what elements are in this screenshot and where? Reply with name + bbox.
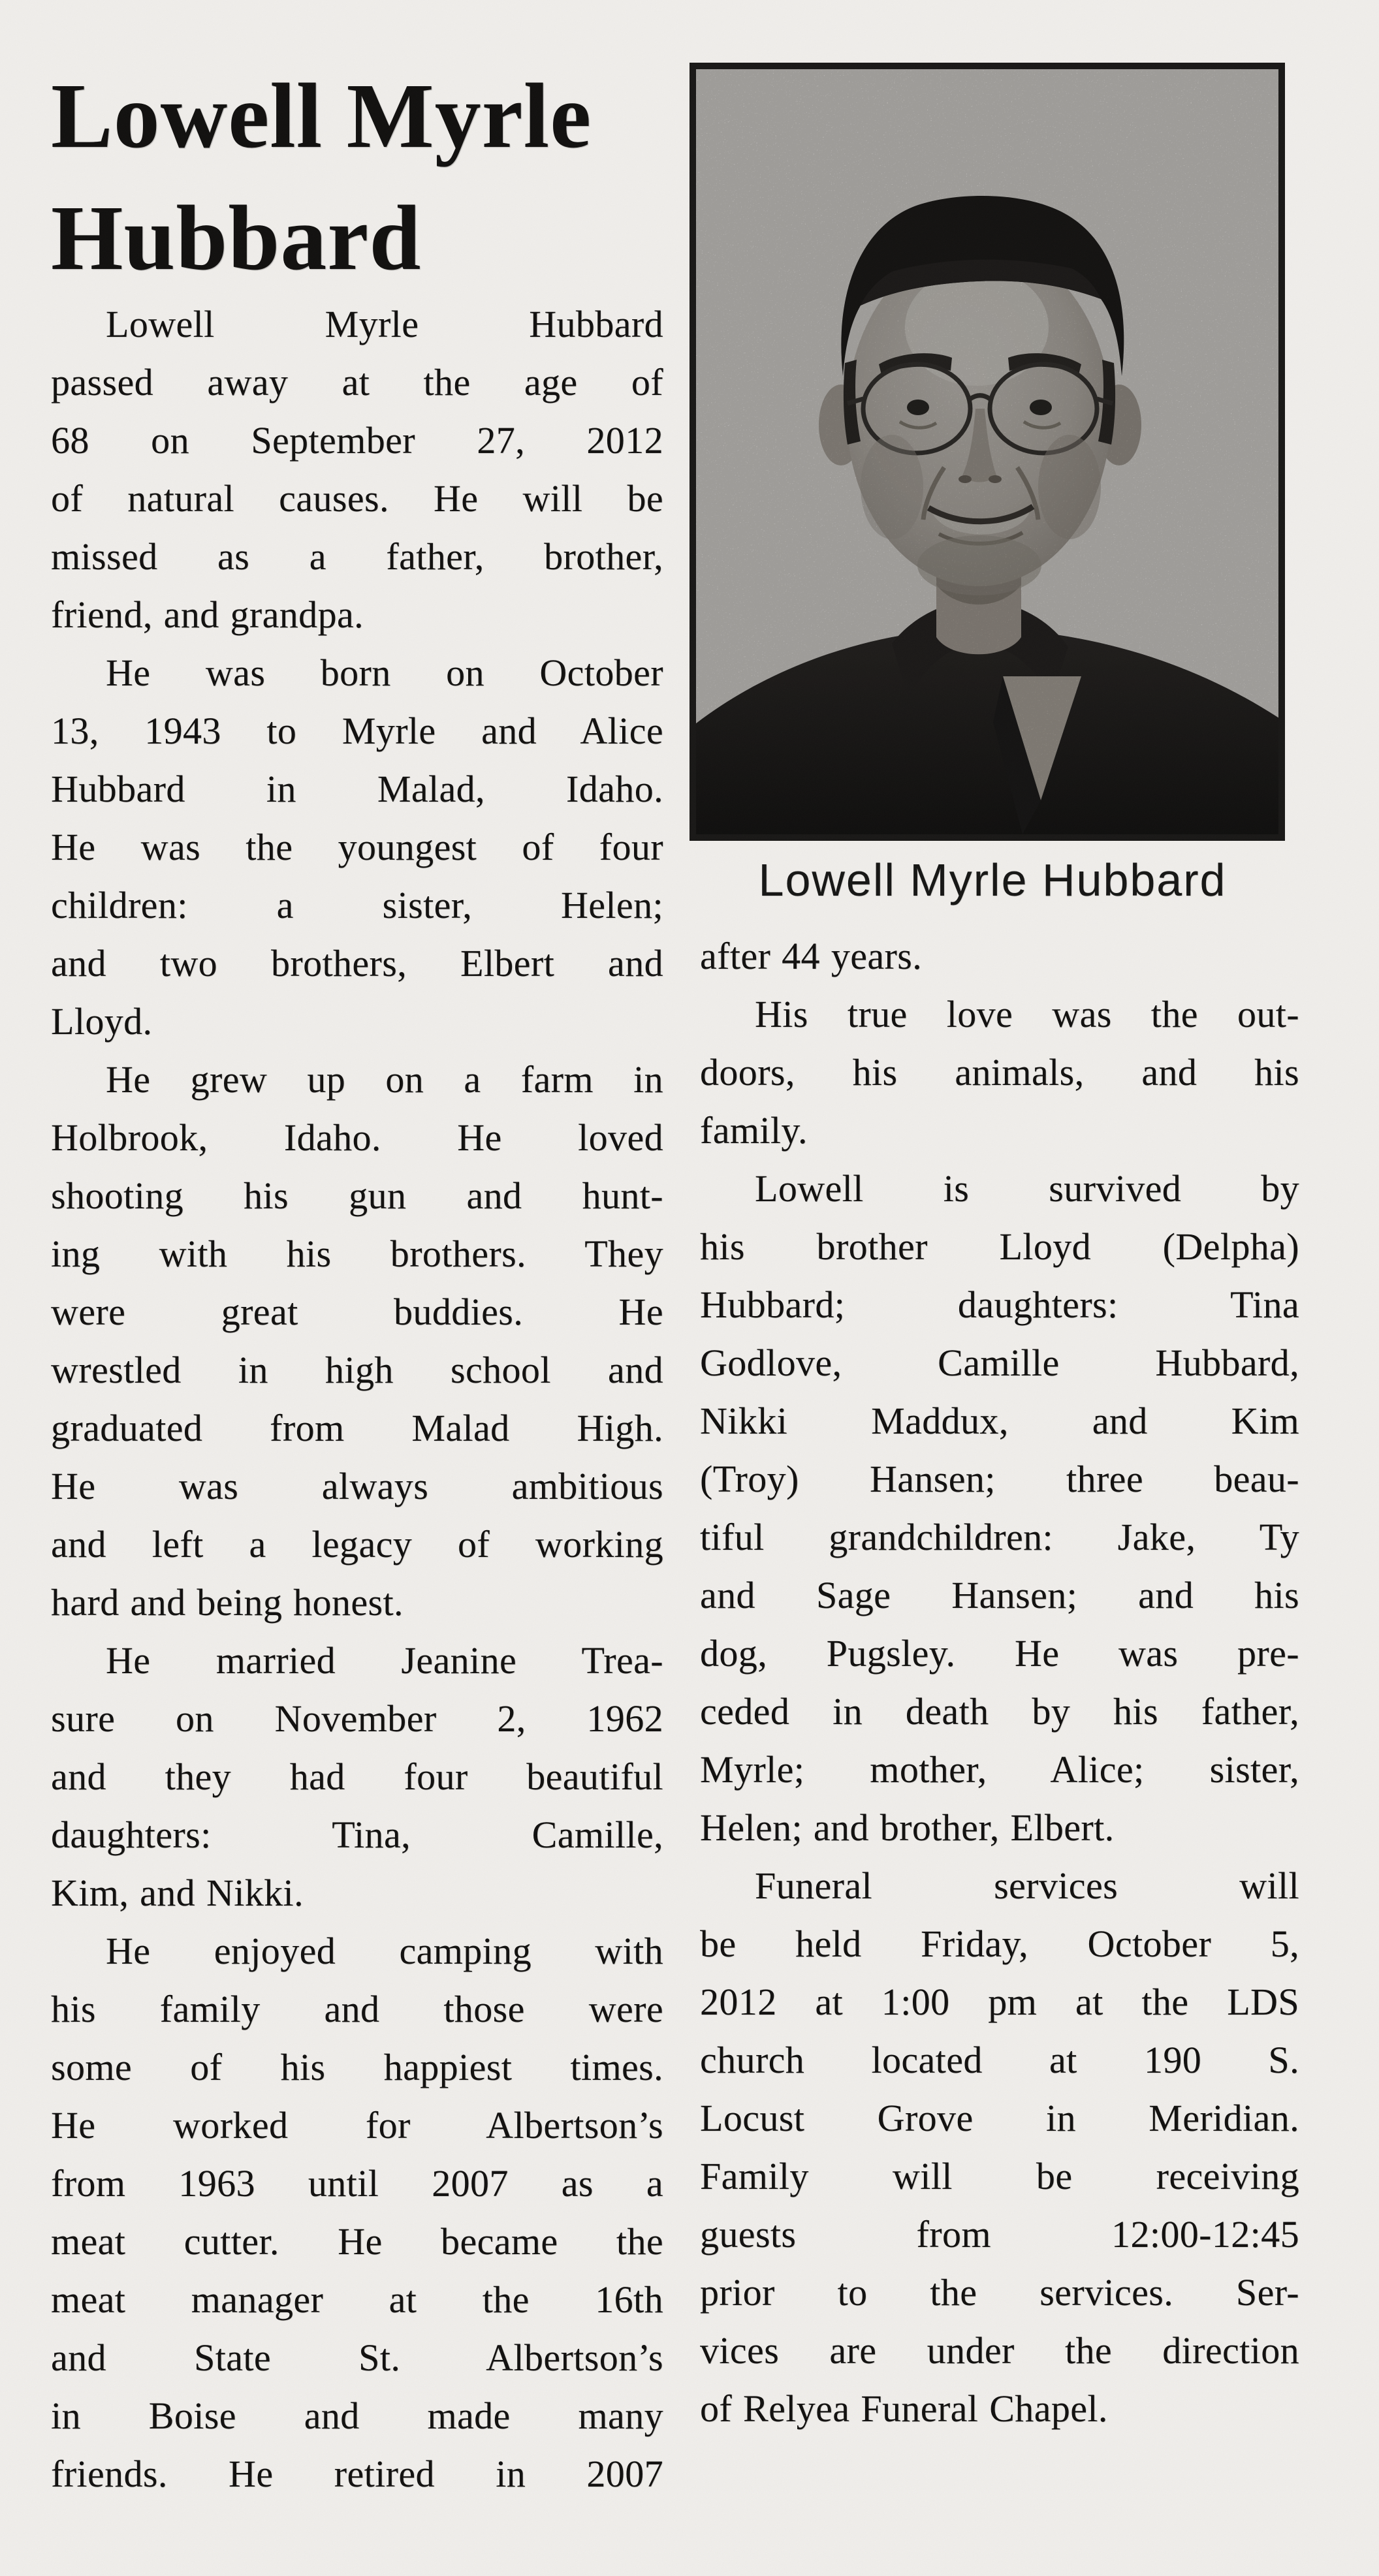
text-line: 68 on September 27, 2012 (51, 419, 663, 462)
text-line: wrestled in high school and (51, 1349, 663, 1391)
text-line: church located at 190 S. (700, 2039, 1299, 2081)
text-line: He was born on October (106, 652, 663, 694)
text-line: Hubbard; daughters: Tina (700, 1283, 1299, 1326)
text-line: in Boise and made many (51, 2395, 663, 2437)
photo-caption: Lowell Myrle Hubbard (758, 855, 1227, 905)
text-line: children: a sister, Helen; (51, 884, 663, 926)
text-line: from 1963 until 2007 as a (51, 2162, 663, 2205)
text-line: He married Jeanine Trea- (106, 1639, 663, 1682)
text-line: and two brothers, Elbert and (51, 942, 663, 984)
text-line: of natural causes. He will be (51, 477, 663, 520)
text-line: passed away at the age of (51, 361, 663, 403)
text-line: Hubbard in Malad, Idaho. (51, 768, 663, 810)
text-line: were great buddies. He (51, 1291, 663, 1333)
obituary-column-left (51, 295, 663, 2503)
text-line: Godlove, Camille Hubbard, (700, 1342, 1299, 1384)
text-line: shooting his gun and hunt- (51, 1174, 663, 1217)
text-line: Locust Grove in Meridian. (700, 2097, 1299, 2139)
text-line: He grew up on a farm in (106, 1058, 663, 1101)
text-line: dog, Pugsley. He was pre- (700, 1632, 1299, 1674)
text-line: family. (700, 1109, 808, 1152)
text-line: of Relyea Funeral Chapel. (700, 2387, 1108, 2430)
obituary-headline (51, 55, 694, 299)
text-line: be held Friday, October 5, (700, 1923, 1299, 1965)
text-line: meat cutter. He became the (51, 2220, 663, 2263)
text-line: 13, 1943 to Myrle and Alice (51, 710, 663, 752)
text-line: his family and those were (51, 1988, 663, 2030)
headline-line-2: Hubbard (51, 186, 422, 289)
text-line: Funeral services will (755, 1864, 1299, 1907)
text-line: some of his happiest times. (51, 2046, 663, 2088)
text-line: missed as a father, brother, (51, 535, 663, 578)
text-line: and Sage Hansen; and his (700, 1574, 1299, 1616)
text-line: friends. He retired in 2007 (51, 2453, 663, 2495)
text-line: vices are under the direction (700, 2329, 1299, 2372)
text-line: and they had four beautiful (51, 1755, 663, 1798)
text-line: his brother Lloyd (Delpha) (700, 1225, 1299, 1268)
text-line: prior to the services. Ser- (700, 2271, 1299, 2314)
text-line: graduated from Malad High. (51, 1407, 663, 1449)
text-line: after 44 years. (700, 935, 923, 977)
headline-line-1: Lowell Myrle (51, 64, 592, 167)
text-line: Lowell is survived by (755, 1167, 1299, 1210)
text-line: and State St. Albertson’s (51, 2336, 663, 2379)
text-line: doors, his animals, and his (700, 1051, 1299, 1093)
text-line: Helen; and brother, Elbert. (700, 1806, 1115, 1849)
text-line: He was the youngest of four (51, 826, 663, 868)
text-line: 2012 at 1:00 pm at the LDS (700, 1981, 1299, 2023)
text-line: ing with his brothers. They (51, 1233, 663, 1275)
text-line: Lowell Myrle Hubbard (106, 303, 663, 345)
text-line: and left a legacy of working (51, 1523, 663, 1565)
text-line: He worked for Albertson’s (51, 2104, 663, 2146)
text-line: Myrle; mother, Alice; sister, (700, 1748, 1299, 1791)
text-line: friend, and grandpa. (51, 593, 364, 636)
text-line: Nikki Maddux, and Kim (700, 1400, 1299, 1442)
text-line: (Troy) Hansen; three beau- (700, 1458, 1299, 1500)
text-line: meat manager at the 16th (51, 2278, 663, 2321)
portrait-photo (696, 69, 1278, 834)
text-line: Family will be receiving (700, 2155, 1299, 2197)
obituary-column-right (700, 927, 1299, 2438)
text-line: His true love was the out- (755, 993, 1299, 1035)
text-line: Lloyd. (51, 1000, 153, 1043)
text-line: Kim, and Nikki. (51, 1872, 304, 1914)
text-line: guests from 12:00-12:45 (700, 2213, 1299, 2255)
text-line: Holbrook, Idaho. He loved (51, 1116, 663, 1159)
text-line: tiful grandchildren: Jake, Ty (700, 1516, 1299, 1558)
text-line: daughters: Tina, Camille, (51, 1814, 663, 1856)
text-line: He enjoyed camping with (106, 1930, 663, 1972)
text-line: hard and being honest. (51, 1581, 404, 1624)
portrait-frame (690, 63, 1285, 841)
text-line: sure on November 2, 1962 (51, 1697, 663, 1740)
text-line: ceded in death by his father, (700, 1690, 1299, 1733)
text-line: He was always ambitious (51, 1465, 663, 1507)
